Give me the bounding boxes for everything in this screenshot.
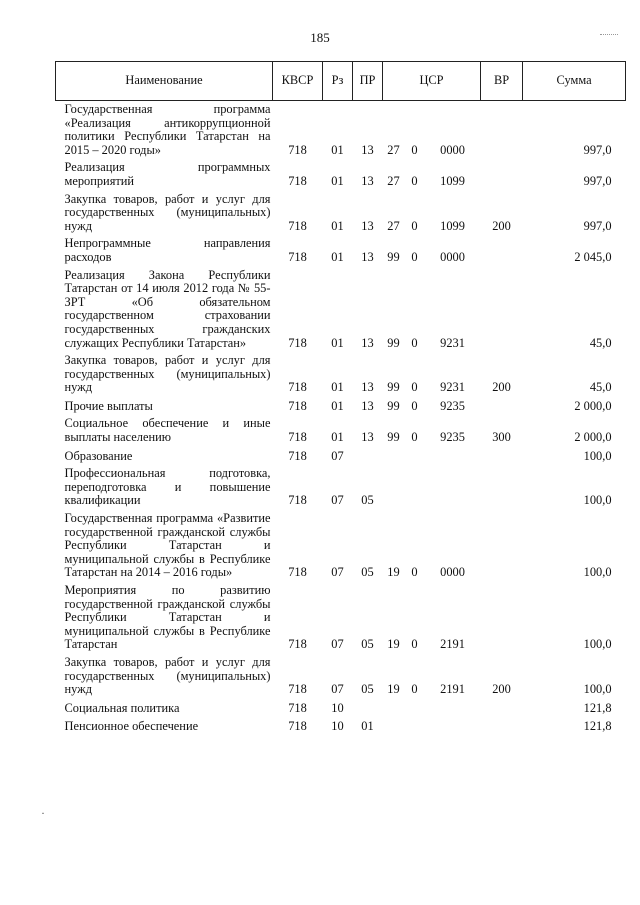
- header-vr: ВР: [481, 62, 523, 101]
- row-csr-program: [383, 447, 405, 466]
- row-rz: 01: [331, 430, 344, 445]
- row-sum: 121,8: [583, 719, 612, 734]
- table-row: [56, 699, 626, 718]
- row-csr-program: 27: [387, 142, 400, 157]
- table-row: [56, 235, 626, 266]
- row-sum: 997,0: [583, 173, 612, 188]
- row-csr-program: [383, 465, 405, 510]
- row-csr-program: 27: [387, 173, 400, 188]
- row-csr-program: [383, 699, 405, 718]
- table-row: [56, 159, 626, 190]
- row-csr-subprogram: 0: [411, 142, 418, 157]
- row-name: Государственная программа «Реализация антикоррупционной политики Республики Татарстан на 2015 – 2020 годы»: [64, 102, 271, 157]
- row-csr-subprogram: 0: [411, 637, 418, 652]
- row-rz: 07: [331, 493, 344, 508]
- budget-table: [55, 61, 626, 736]
- row-kvsr: 718: [288, 682, 307, 697]
- row-name: Профессиональная подготовка, переподготовка и повышение квалификации: [64, 466, 271, 508]
- row-kvsr: 718: [288, 249, 307, 264]
- table-row: [56, 101, 626, 160]
- header-sum: Сумма: [523, 62, 626, 101]
- row-csr-direction: 0000: [440, 249, 465, 264]
- row-kvsr: 718: [288, 719, 307, 734]
- row-pr: 13: [361, 430, 374, 445]
- row-csr-direction: [425, 465, 481, 510]
- row-csr-program: 99: [387, 430, 400, 445]
- table-body: [56, 101, 626, 736]
- row-sum: 997,0: [583, 142, 612, 157]
- header-csr: ЦСР: [383, 62, 481, 101]
- row-rz: 07: [331, 448, 344, 463]
- row-csr-direction: 9235: [440, 430, 465, 445]
- row-vr: [481, 717, 523, 736]
- row-kvsr: 718: [288, 335, 307, 350]
- row-sum: 100,0: [583, 493, 612, 508]
- row-kvsr: 718: [288, 398, 307, 413]
- row-kvsr: 718: [288, 430, 307, 445]
- row-csr-program: [383, 717, 405, 736]
- row-csr-subprogram: 0: [411, 682, 418, 697]
- row-name: Прочие выплаты: [64, 398, 153, 413]
- table-row: [56, 415, 626, 446]
- table-row: [56, 447, 626, 466]
- header-rz: Рз: [323, 62, 353, 101]
- row-kvsr: 718: [288, 493, 307, 508]
- row-name: Пенсионное обеспечение: [64, 719, 199, 734]
- row-csr-subprogram: [405, 447, 425, 466]
- row-kvsr: 718: [288, 700, 307, 715]
- row-pr: [353, 699, 383, 718]
- row-csr-subprogram: [405, 465, 425, 510]
- row-rz: 01: [331, 398, 344, 413]
- row-name: Закупка товаров, работ и услуг для государственных (муниципальных) нужд: [64, 353, 271, 395]
- row-sum: 100,0: [583, 637, 612, 652]
- row-vr: [481, 465, 523, 510]
- table-row: [56, 191, 626, 236]
- row-sum: 2 000,0: [574, 398, 612, 413]
- row-pr: 05: [361, 682, 374, 697]
- row-csr-direction: [425, 447, 481, 466]
- row-kvsr: 718: [288, 637, 307, 652]
- row-name: Социальное обеспечение и иные выплаты населению: [64, 416, 271, 445]
- row-kvsr: 718: [288, 218, 307, 233]
- row-pr: 13: [361, 249, 374, 264]
- header-name: Наименование: [56, 62, 273, 101]
- row-name: Государственная программа «Развитие государственной гражданской службы Республики Татарстан и муниципальной службы в Республике Татарстан на 2014 – 2016 годы»: [64, 511, 271, 580]
- row-rz: 01: [331, 218, 344, 233]
- row-rz: 07: [331, 682, 344, 697]
- table-row: [56, 510, 626, 582]
- row-vr: [481, 397, 523, 416]
- row-pr: 01: [361, 719, 374, 734]
- row-vr: [481, 510, 523, 582]
- table-row: [56, 654, 626, 699]
- row-pr: 13: [361, 335, 374, 350]
- table-row: [56, 352, 626, 397]
- row-csr-program: 19: [387, 682, 400, 697]
- row-vr: 300: [492, 430, 511, 445]
- row-csr-direction: 2191: [440, 682, 465, 697]
- row-name: Реализация Закона Республики Татарстан от 14 июля 2012 года № 55-ЗРТ «Об обязательном государственном страховании государственных гражданских служащих Республики Татарстан»: [64, 267, 271, 350]
- row-csr-subprogram: 0: [411, 380, 418, 395]
- row-csr-direction: 2191: [440, 637, 465, 652]
- row-rz: 10: [331, 700, 344, 715]
- row-csr-program: 99: [387, 249, 400, 264]
- scan-corner-mark: [600, 34, 618, 36]
- row-sum: 45,0: [589, 335, 612, 350]
- row-rz: 07: [331, 565, 344, 580]
- row-pr: 05: [361, 637, 374, 652]
- row-csr-direction: 0000: [440, 142, 465, 157]
- row-name: Закупка товаров, работ и услуг для государственных (муниципальных) нужд: [64, 654, 271, 697]
- row-name: Закупка товаров, работ и услуг для государственных (муниципальных) нужд: [64, 191, 271, 233]
- row-csr-direction: 1099: [440, 173, 465, 188]
- row-csr-direction: [425, 717, 481, 736]
- row-vr: 200: [492, 682, 511, 697]
- row-rz: 01: [331, 249, 344, 264]
- row-pr: 13: [361, 380, 374, 395]
- row-csr-subprogram: 0: [411, 430, 418, 445]
- row-sum: 121,8: [583, 700, 612, 715]
- row-csr-subprogram: 0: [411, 335, 418, 350]
- row-kvsr: 718: [288, 173, 307, 188]
- row-csr-subprogram: [405, 699, 425, 718]
- row-pr: 13: [361, 218, 374, 233]
- row-sum: 100,0: [583, 448, 612, 463]
- row-kvsr: 718: [288, 448, 307, 463]
- row-rz: 01: [331, 173, 344, 188]
- row-sum: 100,0: [583, 565, 612, 580]
- row-sum: 2 000,0: [574, 430, 612, 445]
- table-header-row: [56, 62, 626, 101]
- row-vr: [481, 699, 523, 718]
- row-kvsr: 718: [288, 565, 307, 580]
- row-csr-subprogram: 0: [411, 173, 418, 188]
- row-pr: 13: [361, 173, 374, 188]
- row-csr-program: 99: [387, 398, 400, 413]
- row-csr-direction: 0000: [440, 565, 465, 580]
- row-sum: 2 045,0: [574, 249, 612, 264]
- row-csr-subprogram: 0: [411, 249, 418, 264]
- row-csr-direction: 9231: [440, 335, 465, 350]
- row-csr-program: 19: [387, 565, 400, 580]
- row-csr-direction: 9231: [440, 380, 465, 395]
- row-vr: [481, 582, 523, 654]
- row-csr-program: 27: [387, 218, 400, 233]
- row-rz: 07: [331, 637, 344, 652]
- row-rz: 01: [331, 335, 344, 350]
- row-sum: 997,0: [583, 218, 612, 233]
- row-vr: 200: [492, 218, 511, 233]
- row-kvsr: 718: [288, 142, 307, 157]
- row-rz: 01: [331, 142, 344, 157]
- header-kvsr: КВСР: [273, 62, 323, 101]
- row-csr-subprogram: 0: [411, 398, 418, 413]
- row-csr-direction: 1099: [440, 218, 465, 233]
- row-vr: 200: [492, 380, 511, 395]
- scan-stray-mark: ·: [41, 806, 45, 820]
- row-pr: 13: [361, 142, 374, 157]
- row-name: Мероприятия по развитию государственной гражданской службы Республики Татарстан и муниципальной службы в Республике Татарстан: [64, 583, 271, 652]
- row-pr: 05: [361, 493, 374, 508]
- row-vr: [481, 267, 523, 353]
- page-number: 185: [310, 30, 330, 45]
- table-row: [56, 397, 626, 416]
- row-csr-subprogram: 0: [411, 565, 418, 580]
- row-name: Непрограммные направления расходов: [64, 236, 271, 264]
- row-rz: 01: [331, 380, 344, 395]
- table-row: [56, 267, 626, 353]
- row-csr-direction: [425, 699, 481, 718]
- header-pr: ПР: [353, 62, 383, 101]
- row-csr-program: 19: [387, 637, 400, 652]
- row-csr-subprogram: [405, 717, 425, 736]
- row-vr: [481, 235, 523, 266]
- row-pr: 05: [361, 565, 374, 580]
- row-rz: 10: [331, 719, 344, 734]
- row-vr: [481, 101, 523, 160]
- row-csr-subprogram: 0: [411, 218, 418, 233]
- row-csr-program: 99: [387, 380, 400, 395]
- row-sum: 100,0: [583, 682, 612, 697]
- row-vr: [481, 159, 523, 190]
- row-pr: 13: [361, 398, 374, 413]
- row-name: Социальная политика: [64, 700, 180, 715]
- row-sum: 45,0: [589, 380, 612, 395]
- row-pr: [353, 447, 383, 466]
- row-kvsr: 718: [288, 380, 307, 395]
- table-row: [56, 717, 626, 736]
- row-csr-program: 99: [387, 335, 400, 350]
- row-csr-direction: 9235: [440, 398, 465, 413]
- table-row: [56, 465, 626, 510]
- table-row: [56, 582, 626, 654]
- row-name: Образование: [64, 448, 133, 463]
- row-vr: [481, 447, 523, 466]
- row-name: Реализация программных мероприятий: [64, 160, 271, 188]
